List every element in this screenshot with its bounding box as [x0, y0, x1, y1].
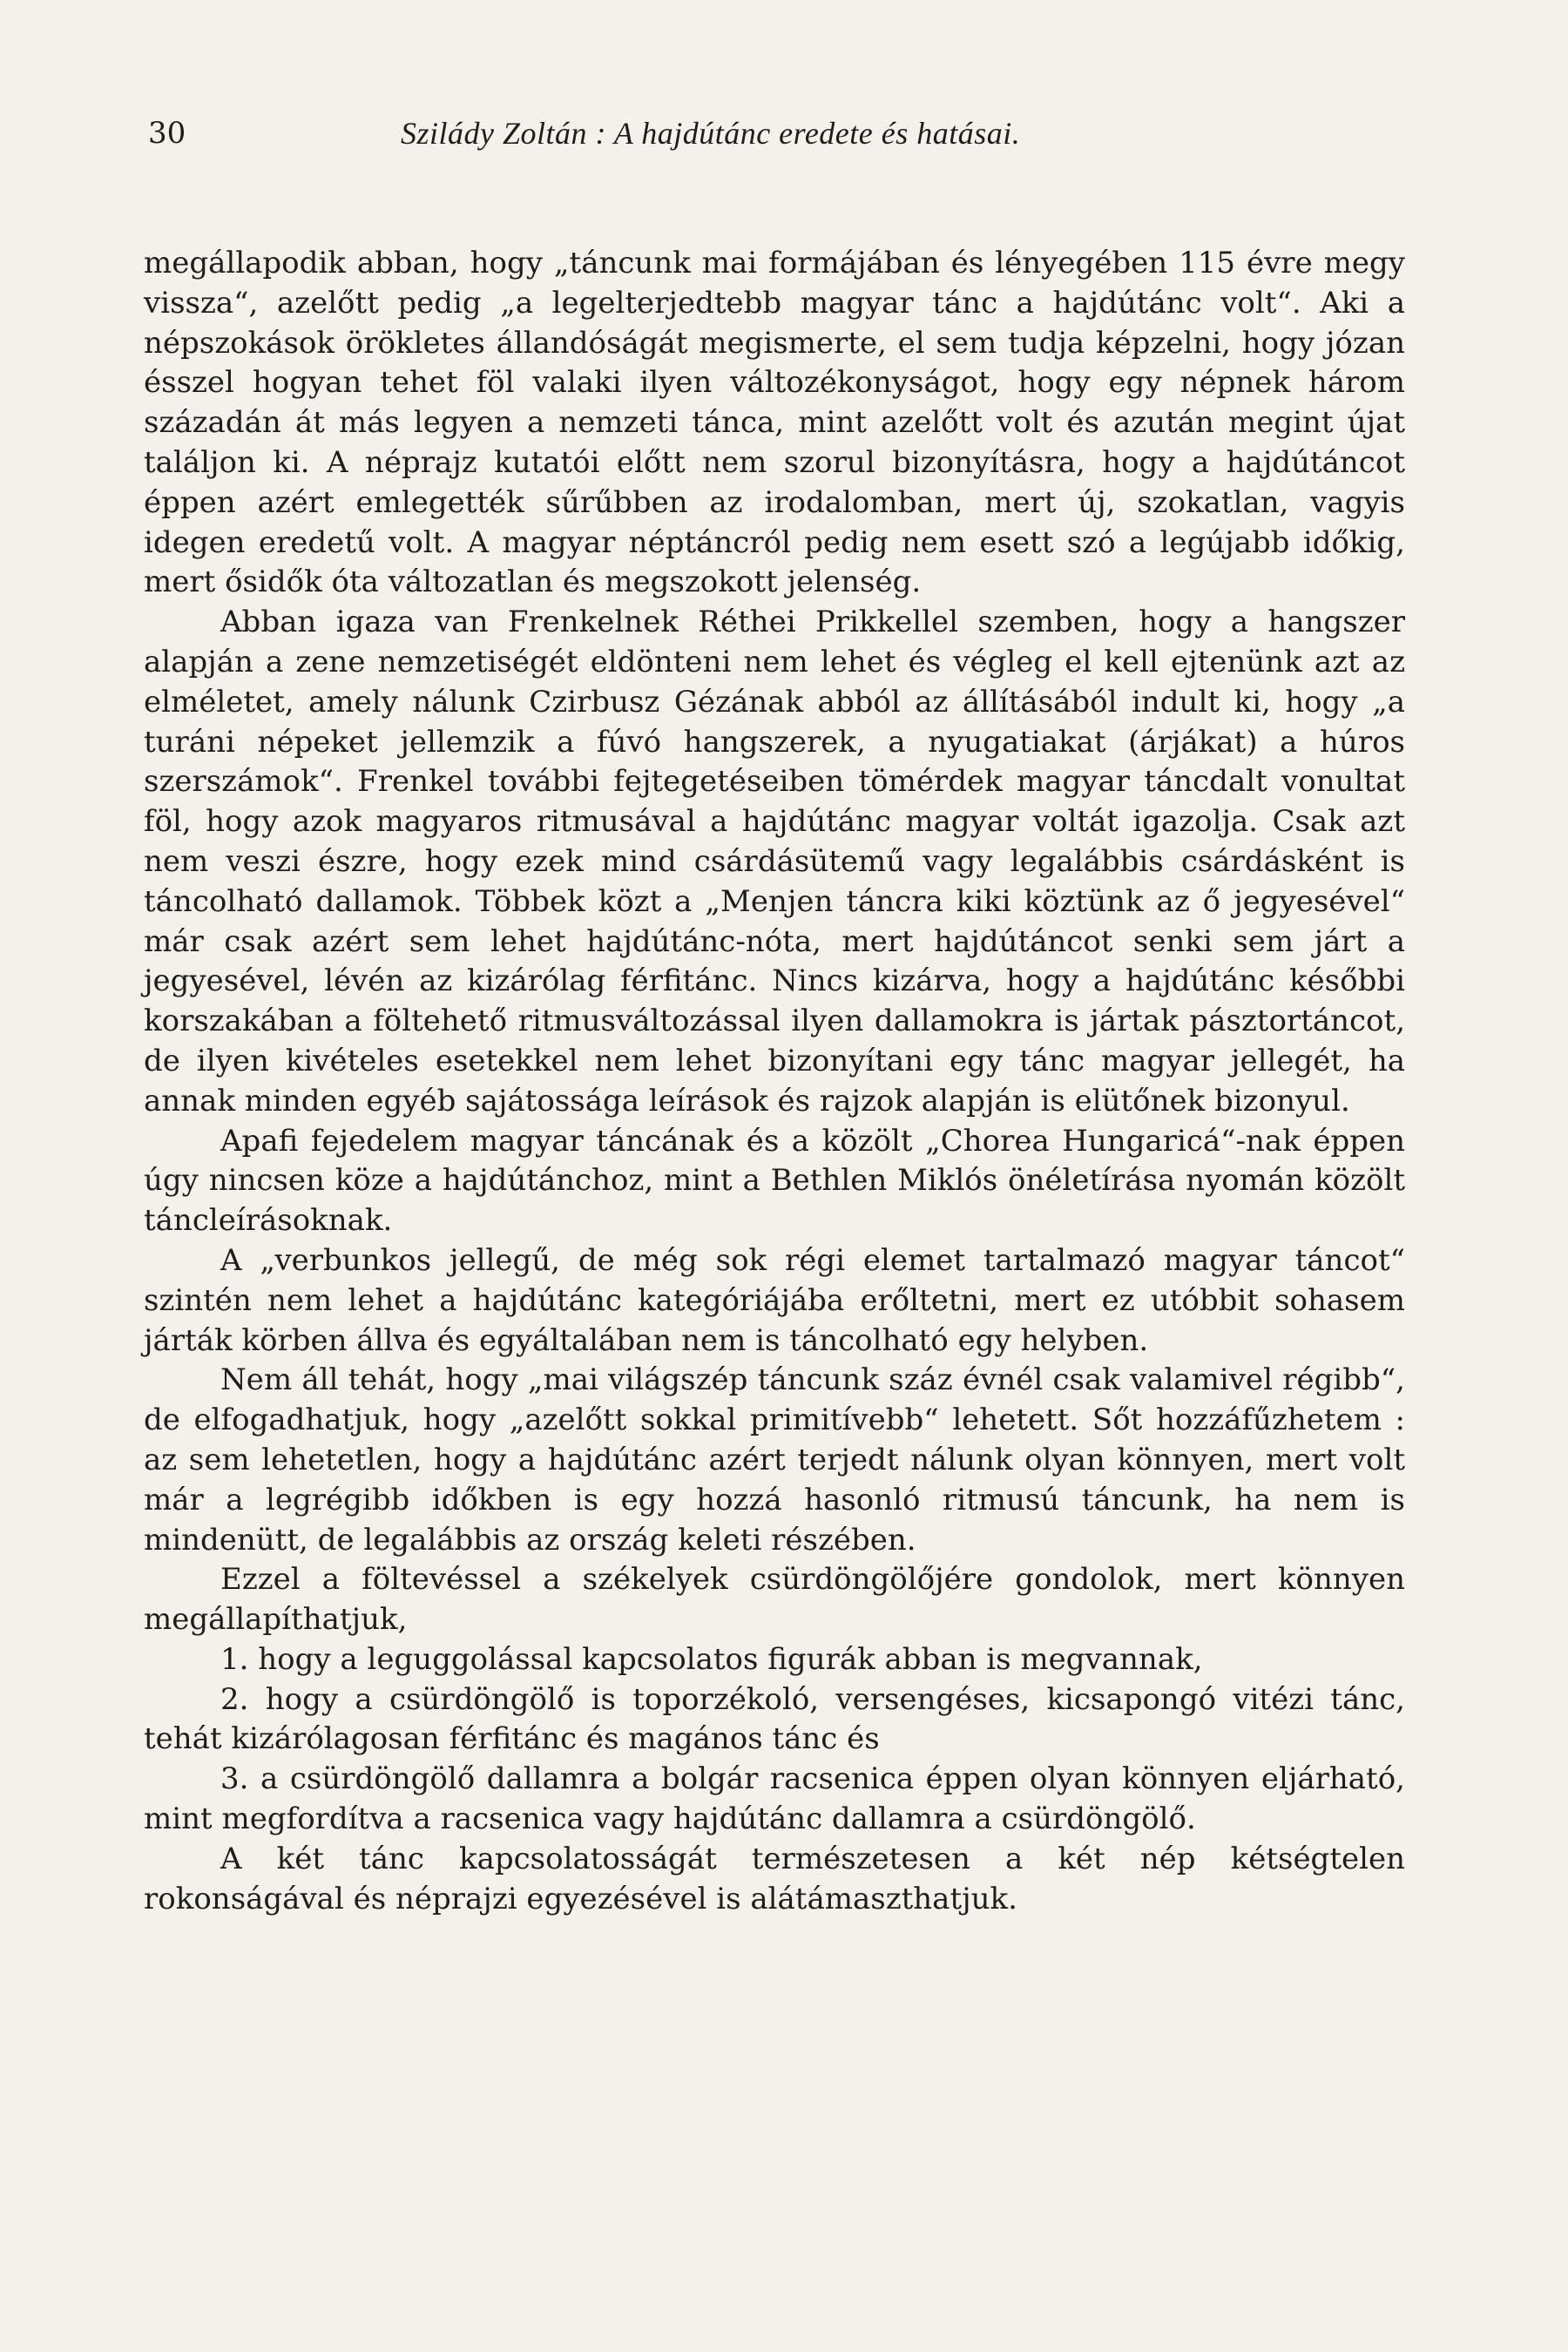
paragraph-frenkel: Abban igaza van Frenkelnek Réthei Prikkellel szemben, hogy a hangszer alapján a zene nemzetiségét eldönteni nem lehet és végleg el kell ejtenünk azt az elméletet, amely nálunk Czirbusz Gézának abból az állításából indult ki, hogy „a turáni népeket jellemzik a fúvó hangszerek, a nyugatiakat (árjákat) a húros szerszámok“. Frenkel további fejtegetéseiben tömérdek magyar táncdalt vonultat föl, hogy azok magyaros ritmusával a hajdútánc magyar voltát igazolja. Csak azt nem veszi észre, hogy ezek mind csárdásütemű vagy legalábbis csárdásként is táncolható dallamok. Többek közt a „Menjen táncra kiki köztünk az ő jegyesével“ már csak azért sem lehet hajdútánc-nóta, mert hajdútáncot senki sem járt a jegyesével, lévén az kizárólag férfitánc. Nincs kizárva, hogy a hajdútánc későbbi korszakában a föltehető ritmusváltozással ilyen dallamokra is jártak pásztortáncot, de ilyen kivételes esetekkel nem lehet bizonyítani egy tánc magyar jellegét, ha annak minden egyéb sajátossága leírások és rajzok alapján is elütőnek bizonyul.	[144, 605, 1405, 1119]
paragraph-continuation: megállapodik abban, hogy „táncunk mai formájában és lényegében 115 évre megy vissza“, azelőtt pedig „a legelterjedtebb magyar tánc a hajdútánc volt“. Aki a népszokások örökletes állandóságát megismerte, el sem tudja képzelni, hogy józan ésszel hogyan tehet föl valaki ilyen változékonyságot, hogy egy népnek három századán át más legyen a nemzeti tánca, mint azelőtt volt és azután megint újat találjon ki. A néprajz kutatói előtt nem szorul bizonyításra, hogy a hajdútáncot éppen azért emlegették sűrűbben az irodalomban, mert új, szokatlan, vagyis idegen eredetű volt. A magyar néptáncról pedig nem esett szó a legújabb időkig, mert ősidők óta változatlan és megszokott jelenség.	[144, 246, 1405, 600]
paragraph-apafi: Apafi fejedelem magyar táncának és a közölt „Chorea Hungaricá“-nak éppen úgy nincsen köze a hajdútánchoz, mint a Bethlen Miklós önéletírása nyomán közölt táncleírásoknak.	[144, 1123, 1405, 1239]
running-title: Szilády Zoltán : A hajdútánc eredete és hatásai.	[401, 116, 1021, 151]
list-item-2: 2. hogy a csürdöngölő is toporzékoló, versengéses, kicsapongó vitézi tánc, tehát kizárólagosan férfitánc és magános tánc és	[144, 1681, 1405, 1757]
paragraph-verbunkos: A „verbunkos jellegű, de még sok régi elemet tartalmazó magyar táncot“ szintén nem lehet a hajdútánc kategóriájába erőltetni, mert ez utóbbit sohasem járták körben állva és egyáltalában nem is táncolható egy helyben.	[144, 1242, 1405, 1358]
running-header	[139, 112, 1429, 155]
paragraph-csurdongolo: Ezzel a föltevéssel a székelyek csürdöngölőjére gondolok, mert könnyen megállapíthatjuk,	[144, 1562, 1405, 1638]
body-text	[144, 244, 1405, 1919]
paragraph-final: A két tánc kapcsolatosságát természetesen a két nép kétségtelen rokonságával és néprajzi egyezésével is alátámaszthatjuk.	[144, 1841, 1405, 1916]
paragraph-conclusion: Nem áll tehát, hogy „mai világszép táncunk száz évnél csak valamivel régibb“, de elfogadhatjuk, hogy „azelőtt sokkal primitívebb“ lehetett. Sőt hozzáfűzhetem : az sem lehetetlen, hogy a hajdútánc azért terjedt nálunk olyan könnyen, mert volt már a legrégibb időkben is egy hozzá hasonló ritmusú táncunk, ha nem is mindenütt, de legalábbis az ország keleti részében.	[144, 1362, 1405, 1558]
page-number: 30	[148, 116, 186, 151]
list-item-3: 3. a csürdöngölő dallamra a bolgár racsenica éppen olyan könnyen eljárható, mint megfordítva a racsenica vagy hajdútánc dallamra a csürdöngölő.	[144, 1761, 1405, 1837]
list-item-1: 1. hogy a leguggolással kapcsolatos figurák abban is megvannak,	[220, 1641, 1203, 1677]
